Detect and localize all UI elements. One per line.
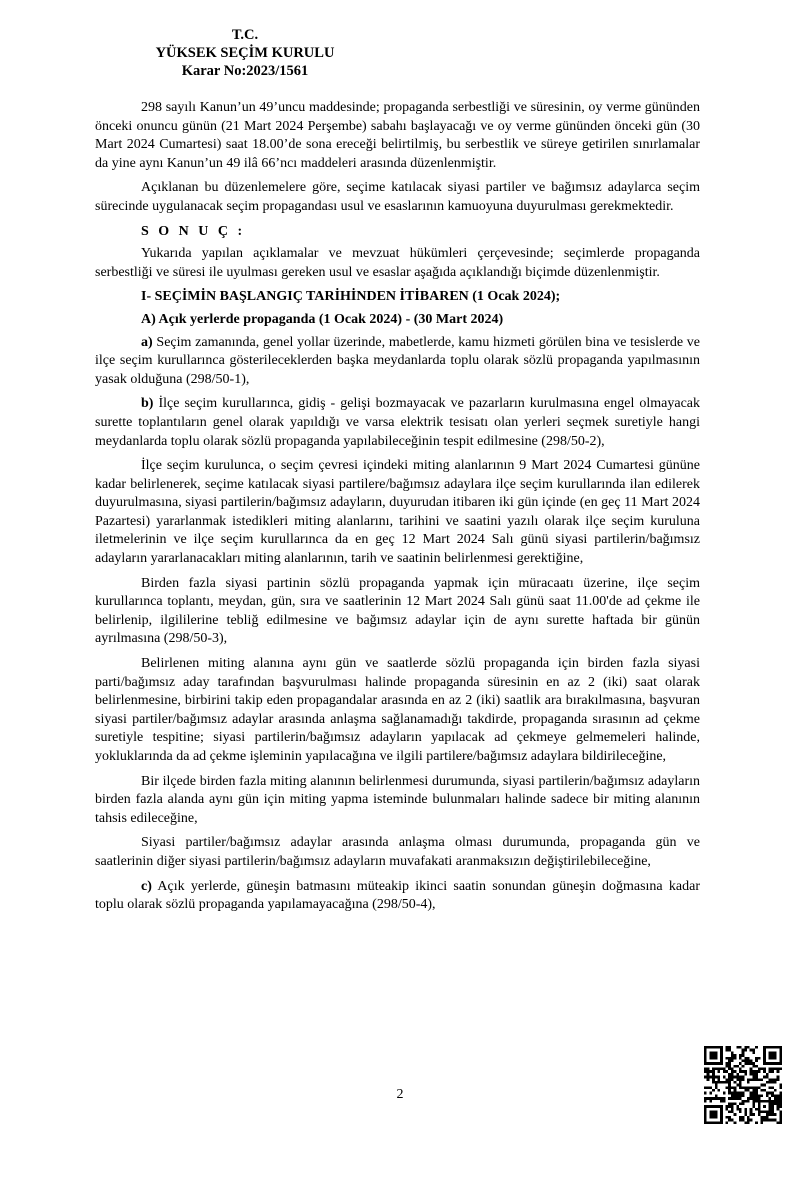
header-institution: YÜKSEK SEÇİM KURULU <box>155 45 335 61</box>
item-c-label: c) <box>141 878 152 894</box>
item-a-label: a) <box>141 334 153 350</box>
header-country: T.C. <box>231 27 259 43</box>
item-a <box>95 334 700 390</box>
page-number: 2 <box>396 1087 404 1102</box>
item-b-text: İlçe seçim kurullarınca, gidiş - gelişi bozmayacak ve pazarların kurulmasına engel olmayacak surette toplantıların genel olarak yapıldığı ve varsa elektrik tesisatı olan yerleri seçmek suretiyle hangi meydanlarda toplu olarak sözlü propaganda yapılabileceğinin tespit edilmesine (298/50-2), <box>95 396 700 449</box>
item-b-label: b) <box>141 396 154 412</box>
item-a-text: Seçim zamanında, genel yollar üzerinde, mabetlerde, kamu hizmeti görülen bina ve tesislerde ve ilçe seçim kurullarınca gösterileceklerden başka meydanlarda toplu olarak sözlü propaganda yapılmasının yasak olduğuna (298/50-1), <box>95 334 700 387</box>
paragraph-agreement: Siyasi partiler/bağımsız adaylar arasında anlaşma olması durumunda, propaganda gün ve saatlerinin diğer siyasi partilerin/bağımsız adayların muvafakati aranmaksızın değiştirilebileceğine, <box>95 835 700 869</box>
paragraph-law-article: 298 sayılı Kanun’un 49’uncu maddesinde; propaganda serbestliği ve süresinin, oy verme gününden önceki onuncu günün (21 Mart 2024 Perşembe) sabahı başlayacağı ve oy verme gününden önceki gün (30 Mart 2024 Cumartesi) saat 18.00’de sona ereceği belirtilmiş, bu serbestlik ve süreye getirilen sınırlamalar da yine aynı Kanun’un 49 ilâ 66’ncı maddeleri arasında düzenlenmiştir. <box>95 100 700 171</box>
subsection-heading-a: A) Açık yerlerde propaganda (1 Ocak 2024) - (30 Mart 2024) <box>141 311 504 327</box>
conclusion-heading: S O N U Ç : <box>141 223 246 239</box>
item-c <box>95 878 700 915</box>
paragraph-conclusion: Yukarıda yapılan açıklamalar ve mevzuat hükümleri çerçevesinde; seçimlerde propaganda serbestliği ve süresi ile uyulması gereken usul ve esaslar aşağıda açıklandığı biçimde düzenlenmiştir. <box>95 246 700 280</box>
document-header <box>140 26 350 80</box>
item-b <box>95 395 700 451</box>
document-body <box>95 99 700 921</box>
item-c-text: Açık yerlerde, güneşin batmasını müteakip ikinci saatin sonundan güneşin doğmasına kadar toplu olarak sözlü propaganda yapılamayacağına (298/50-4), <box>95 878 700 913</box>
section-heading-1: I- SEÇİMİN BAŞLANGIÇ TARİHİNDEN İTİBAREN (1 Ocak 2024); <box>141 289 561 305</box>
qr-code-icon <box>704 1046 782 1124</box>
header-decision-number: Karar No:2023/1561 <box>181 63 309 79</box>
paragraph-rally-areas: İlçe seçim kurulunca, o seçim çevresi içindeki miting alanlarının 9 Mart 2024 Cumartesi gününe kadar belirlenerek, seçime katılacak siyasi partilere/bağımsız adaylara ilçe seçim kurullarında ilan edilerek duyurulmasına, siyasi partilerin/bağımsız adayların, duyurudan itibaren iki gün içinde (en geç 11 Mart 2024 Pazartesi) yararlanmak istedikleri miting alanlarını, tarihini ve saatini yazılı olarak ilçe seçim kuruluna iletmelerinin ve ilçe seçim kurullarınca da en geç 12 Mart 2024 Salı günü siyasi partilerin/bağımsız adayların yararlanacakları miting alanlarının, tarih ve saatinin belirlenmesi gerektiğine, <box>95 458 700 567</box>
paragraph-multiple-areas: Bir ilçede birden fazla miting alanının belirlenmesi durumunda, siyasi partilerin/bağımsız adayların birden fazla alanda aynı gün için miting yapma isteminde bulunmaları halinde sadece bir miting alanının tahsis edileceğine, <box>95 773 700 826</box>
paragraph-same-time-applications: Belirlenen miting alanına aynı gün ve saatlerde sözlü propaganda için birden fazla siyasi parti/bağımsız aday tarafından başvurulması halinde propaganda süresinin en az 2 (iki) saat olarak belirlenmesine, birbirini takip eden propagandalar arasında en az 2 (iki) saatlik ara bırakılmasına, başvuran siyasi partiler/bağımsız adaylar arasında anlaşma sağlanamadığı takdirde, propaganda sırasının ad çekme suretiyle tespitine; siyasi partilerin/bağımsız adayların yapılacak ad çekmeye gelmemeleri halinde, yokluklarında da ad çekme işleminin yapılacağına ve ilgili partilere/bağımsız adaylara bildirileceğine, <box>95 656 700 764</box>
paragraph-regulations: Açıklanan bu düzenlemelere göre, seçime katılacak siyasi partiler ve bağımsız adaylarca seçim sürecinde uygulanacak seçim propagandası usul ve esaslarının kamuoyuna duyurulması gerekmektedir. <box>95 180 700 214</box>
paragraph-multiple-parties: Birden fazla siyasi partinin sözlü propaganda yapmak için müracaatı üzerine, ilçe seçim kurullarınca toplantı, meydan, gün, sıra ve saatlerinin 12 Mart 2024 Salı günü saat 11.00'de ad çekme ile belirlenip, ilgililerine tebliğ edilmesine ve bağımsız adaylar için de aynı surette haftada bir günün ayrılmasına (298/50-3), <box>95 575 700 647</box>
